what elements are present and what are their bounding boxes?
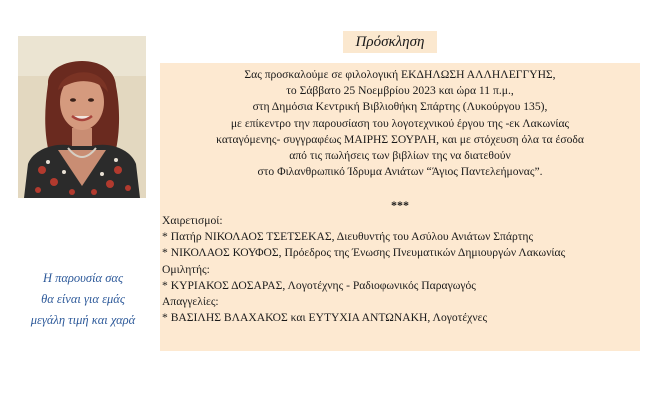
- program-details: [162, 213, 638, 326]
- body-line: το Σάββατο 25 Νοεμβρίου 2023 και ώρα 11 π.μ.,: [286, 84, 514, 98]
- invitation-card: [160, 63, 640, 351]
- quote-line: Η παρουσία σας: [42, 271, 124, 285]
- recitation-item: * ΒΑΣΙΛΗΣ ΒΛΑΧΑΚΟΣ και ΕΥΤΥΧΙΑ ΑΝΤΩΝΑΚΗ, Λογοτέχνες: [162, 311, 488, 325]
- section-heading-speaker: Ομιλητής:: [162, 262, 210, 276]
- body-line: στο Φιλανθρωπικό Ίδρυμα Ανιάτων “Άγιος Παντελεήμονας”.: [257, 165, 543, 179]
- body-line: από τις πωλήσεις των βιβλίων της να διατεθούν: [289, 149, 511, 163]
- invitation-title: Πρόσκληση: [343, 31, 437, 53]
- greeting-item: * Πατήρ ΝΙΚΟΛΑΟΣ ΤΣΕΤΣΕΚΑΣ, Διευθυντής του Ασύλου Ανιάτων Σπάρτης: [162, 230, 534, 244]
- body-line: Σας προσκαλούμε σε φιλολογική ΕΚΔΗΛΩΣΗ ΑΛΛΗΛΕΓΓΥΗΣ,: [244, 68, 556, 81]
- quote-line: θα είναι για εμάς: [41, 292, 125, 306]
- quote-line: μεγάλη τιμή και χαρά: [30, 313, 136, 327]
- author-portrait-photo: [18, 36, 146, 198]
- section-separator: ***: [391, 198, 409, 212]
- speaker-item: * ΚΥΡΙΑΚΟΣ ΔΟΣΑΡΑΣ, Λογοτέχνης - Ραδιοφωνικός Παραγωγός: [162, 278, 476, 292]
- portrait-illustration: [18, 36, 146, 198]
- section-heading-recitations: Απαγγελίες:: [162, 295, 219, 309]
- body-line: καταγόμενης- συγγραφέως ΜΑΙΡΗΣ ΣΟΥΡΛΗ, και με στόχευση όλα τα έσοδα: [216, 132, 584, 146]
- greeting-item: * ΝΙΚΟΛΑΟΣ ΚΟΥΦΟΣ, Πρόεδρος της Ένωσης Πνευματικών Δημιουργών Λακωνίας: [162, 246, 566, 260]
- body-line: με επίκεντρο την παρουσίαση του λογοτεχνικού έργου της -εκ Λακωνίας: [230, 116, 570, 130]
- closing-quote: [8, 268, 158, 331]
- body-line: στη Δημόσια Κεντρική Βιβλιοθήκη Σπάρτης (Λυκούργου 135),: [252, 100, 548, 114]
- invitation-body: [160, 67, 640, 180]
- section-heading-greetings: Χαιρετισμοί:: [162, 214, 223, 227]
